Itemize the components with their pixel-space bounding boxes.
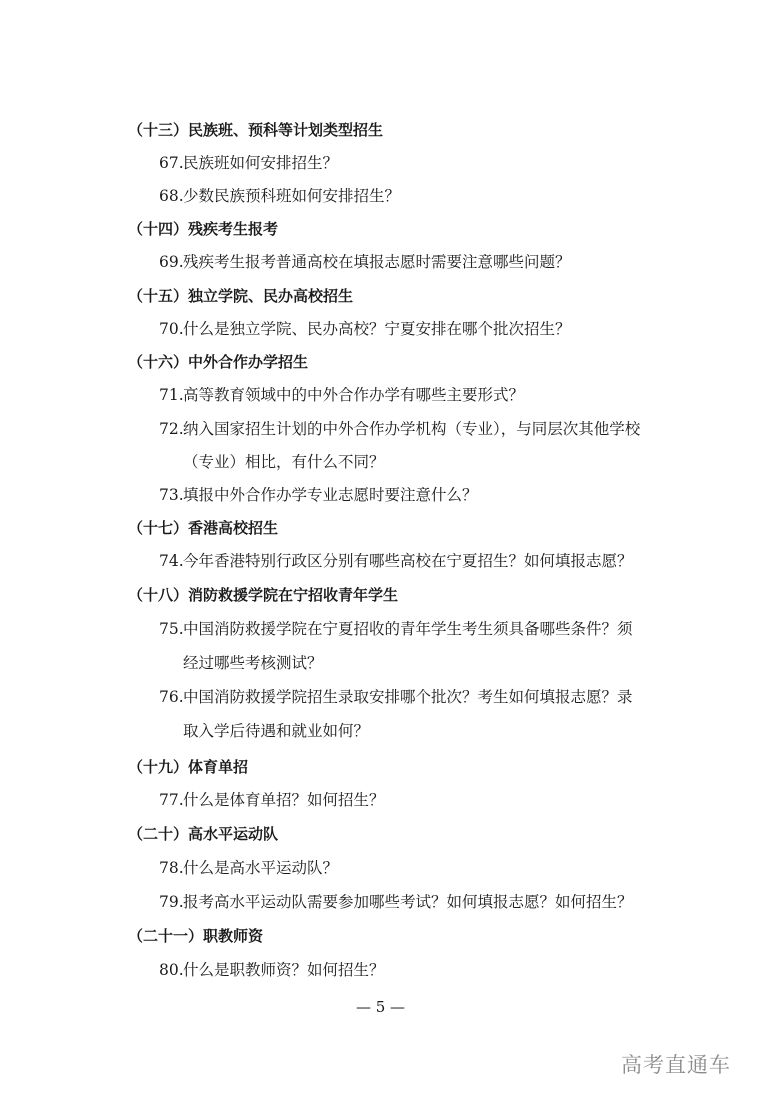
item-number: 80. (159, 961, 184, 979)
list-item (159, 186, 400, 206)
item-number: 68. (159, 187, 184, 205)
list-item (159, 419, 640, 439)
list-item (159, 960, 385, 980)
item-text: 什么是高水平运动队？ (183, 859, 339, 877)
item-number: 76. (159, 688, 184, 706)
item-number: 77. (159, 791, 184, 809)
item-number: 71. (159, 386, 184, 404)
item-number: 75. (159, 620, 184, 638)
section-heading: （十三）民族班、预科等计划类型招生 (128, 121, 384, 139)
list-item (159, 687, 633, 707)
list-item (159, 153, 338, 173)
item-text-continuation: 经过哪些考核测试？ (183, 654, 323, 672)
item-text: 填报中外合作办学专业志愿时要注意什么？ (183, 486, 478, 504)
list-item (159, 319, 571, 339)
item-number: 67. (159, 154, 184, 172)
item-text-continuation: 取入学后待遇和就业如何？ (183, 722, 370, 740)
page-number: — 5 — (355, 998, 406, 1016)
item-text: 中国消防救援学院在宁夏招收的青年学生考生须具备哪些条件？须 (183, 620, 633, 638)
item-number: 69. (159, 253, 184, 271)
list-item (159, 858, 338, 878)
item-text: 报考高水平运动队需要参加哪些考试？如何填报志愿？如何招生？ (183, 893, 633, 911)
list-item (159, 790, 385, 810)
list-item (159, 252, 571, 272)
list-item (159, 551, 633, 571)
section-heading: （十四）残疾考生报考 (128, 220, 279, 238)
item-text: 高等教育领域中的中外合作办学有哪些主要形式？ (183, 386, 525, 404)
item-text: 今年香港特别行政区分别有哪些高校在宁夏招生？如何填报志愿？ (183, 552, 633, 570)
watermark-text: 高考直通车 (621, 1053, 731, 1077)
list-item (159, 619, 633, 639)
item-text: 中国消防救援学院招生录取安排哪个批次？考生如何填报志愿？录 (183, 688, 633, 706)
section-heading: （十九）体育单招 (128, 758, 249, 776)
section-heading: （十六）中外合作办学招生 (128, 353, 309, 371)
section-heading: （二十）高水平运动队 (128, 825, 279, 843)
item-text: 民族班如何安排招生？ (183, 154, 339, 172)
item-text: 什么是体育单招？如何招生？ (183, 791, 385, 809)
list-item (159, 485, 478, 505)
item-text: 少数民族预科班如何安排招生？ (183, 187, 401, 205)
item-text: 什么是职教师资？如何招生？ (183, 961, 385, 979)
item-text-continuation: （专业）相比，有什么不同？ (183, 453, 385, 471)
item-number: 70. (159, 320, 184, 338)
item-text: 纳入国家招生计划的中外合作办学机构（专业），与同层次其他学校 (183, 420, 641, 438)
item-text: 什么是独立学院、民办高校？宁夏安排在哪个批次招生？ (183, 320, 571, 338)
section-heading: （十七）香港高校招生 (128, 519, 279, 537)
item-number: 74. (159, 552, 184, 570)
item-text: 残疾考生报考普通高校在填报志愿时需要注意哪些问题？ (183, 253, 571, 271)
item-number: 73. (159, 486, 184, 504)
section-heading: （十五）独立学院、民办高校招生 (128, 287, 354, 305)
item-number: 72. (159, 420, 184, 438)
section-heading: （二十一）职教师资 (128, 927, 264, 945)
list-item (159, 385, 524, 405)
section-heading: （十八）消防救援学院在宁招收青年学生 (128, 586, 399, 604)
list-item (159, 892, 633, 912)
item-number: 79. (159, 893, 184, 911)
item-number: 78. (159, 859, 184, 877)
